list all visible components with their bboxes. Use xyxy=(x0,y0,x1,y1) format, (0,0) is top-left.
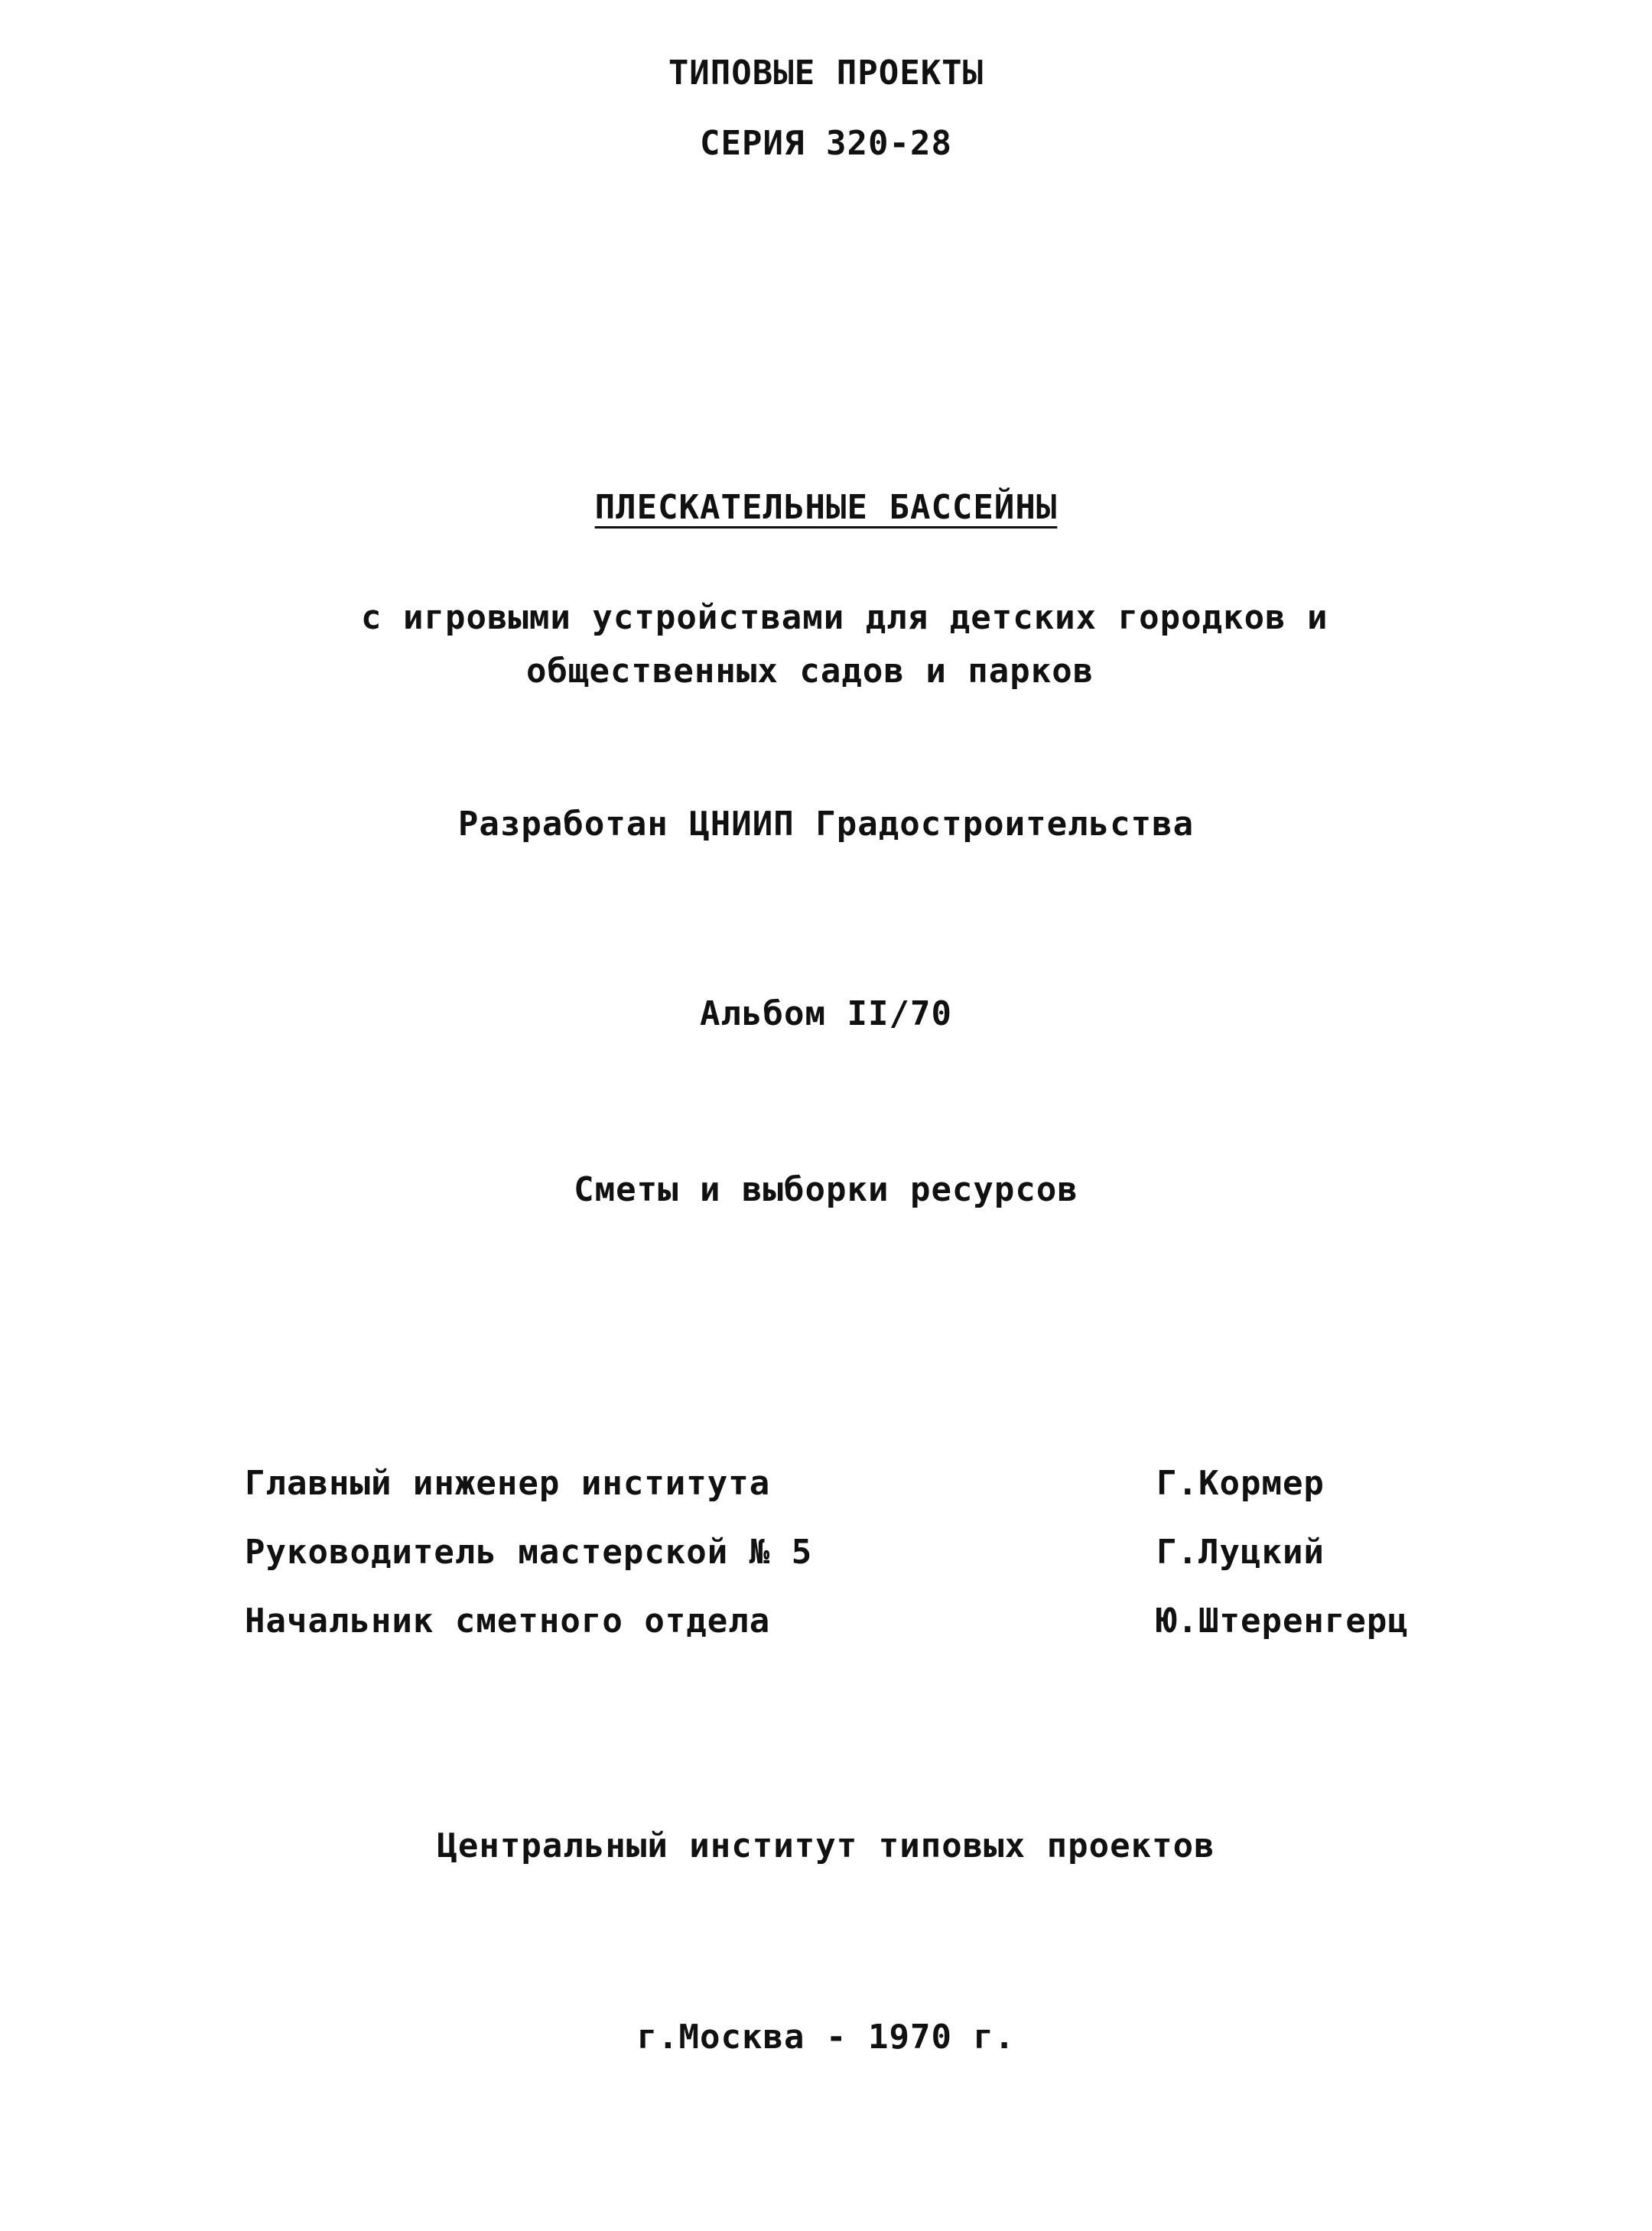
series-header-line2: СЕРИЯ 320-28 xyxy=(700,124,952,163)
contents-line: Сметы и выборки ресурсов xyxy=(574,1170,1078,1209)
signature-role: Руководитель мастерской № 5 xyxy=(245,1533,813,1572)
place-year-line: г.Москва - 1970 г. xyxy=(636,2018,1016,2057)
publisher-line: Центральный институт типовых проектов xyxy=(437,1826,1215,1865)
signature-role: Главный инженер института xyxy=(245,1464,771,1503)
signature-role: Начальник сметного отдела xyxy=(245,1602,771,1641)
signature-name: Г.Кормер xyxy=(1156,1464,1325,1503)
subtitle-line1: с игровыми устройствами для детских городков и xyxy=(361,598,1328,637)
developer-line: Разработан ЦНИИП Градостроительства xyxy=(457,805,1195,844)
subtitle-line2: общественных садов и парков xyxy=(526,652,1094,691)
signature-name: Г.Луцкий xyxy=(1156,1533,1325,1572)
signature-name: Ю.Штеренгерц xyxy=(1156,1602,1409,1641)
album-line: Альбом II/70 xyxy=(700,994,952,1033)
series-header-line1: ТИПОВЫЕ ПРОЕКТЫ xyxy=(668,54,984,93)
document-title: ПЛЕСКАТЕЛЬНЫЕ БАССЕЙНЫ xyxy=(594,488,1058,527)
